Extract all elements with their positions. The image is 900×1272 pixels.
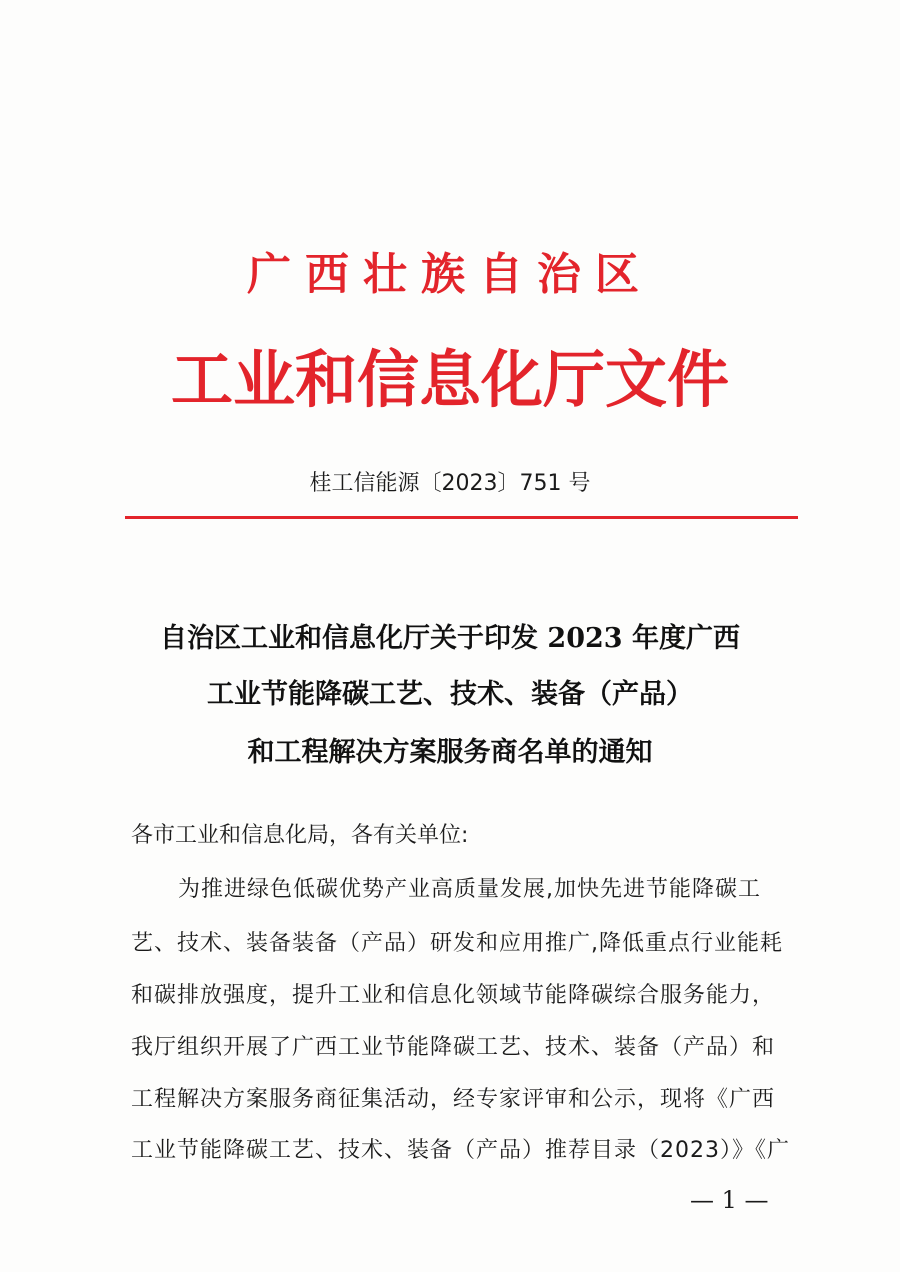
page-number: — 1 —	[690, 1186, 769, 1214]
issuing-authority-region: 广西壮族自治区	[247, 249, 653, 300]
salutation: 各市工业和信息化局，各有关单位:	[131, 823, 469, 848]
paragraph-line: 艺、技术、装备装备（产品）研发和应用推广,降低重点行业能耗	[131, 931, 783, 956]
issuing-authority-department: 工业和信息化厅文件	[170, 343, 729, 416]
paragraph-line: 我厅组织开展了广西工业节能降碳工艺、技术、装备（产品）和	[131, 1035, 776, 1060]
document-title-line-1: 自治区工业和信息化厅关于印发 2023 年度广西	[160, 623, 740, 654]
document-title-line-2: 工业节能降碳工艺、技术、装备（产品）	[207, 679, 693, 710]
red-divider-line	[125, 516, 798, 519]
document-number: 桂工信能源〔2023〕751 号	[309, 471, 591, 496]
document-title-line-3: 和工程解决方案服务商名单的通知	[247, 737, 653, 768]
paragraph-line: 工程解决方案服务商征集活动，经专家评审和公示，现将《广西	[131, 1087, 776, 1112]
paragraph-line: 工业节能降碳工艺、技术、装备（产品）推荐目录（2023）》《广	[131, 1138, 790, 1163]
paragraph-line: 为推进绿色低碳优势产业高质量发展,加快先进节能降碳工	[178, 877, 761, 902]
paragraph-line: 和碳排放强度，提升工业和信息化领域节能降碳综合服务能力，	[131, 983, 776, 1008]
